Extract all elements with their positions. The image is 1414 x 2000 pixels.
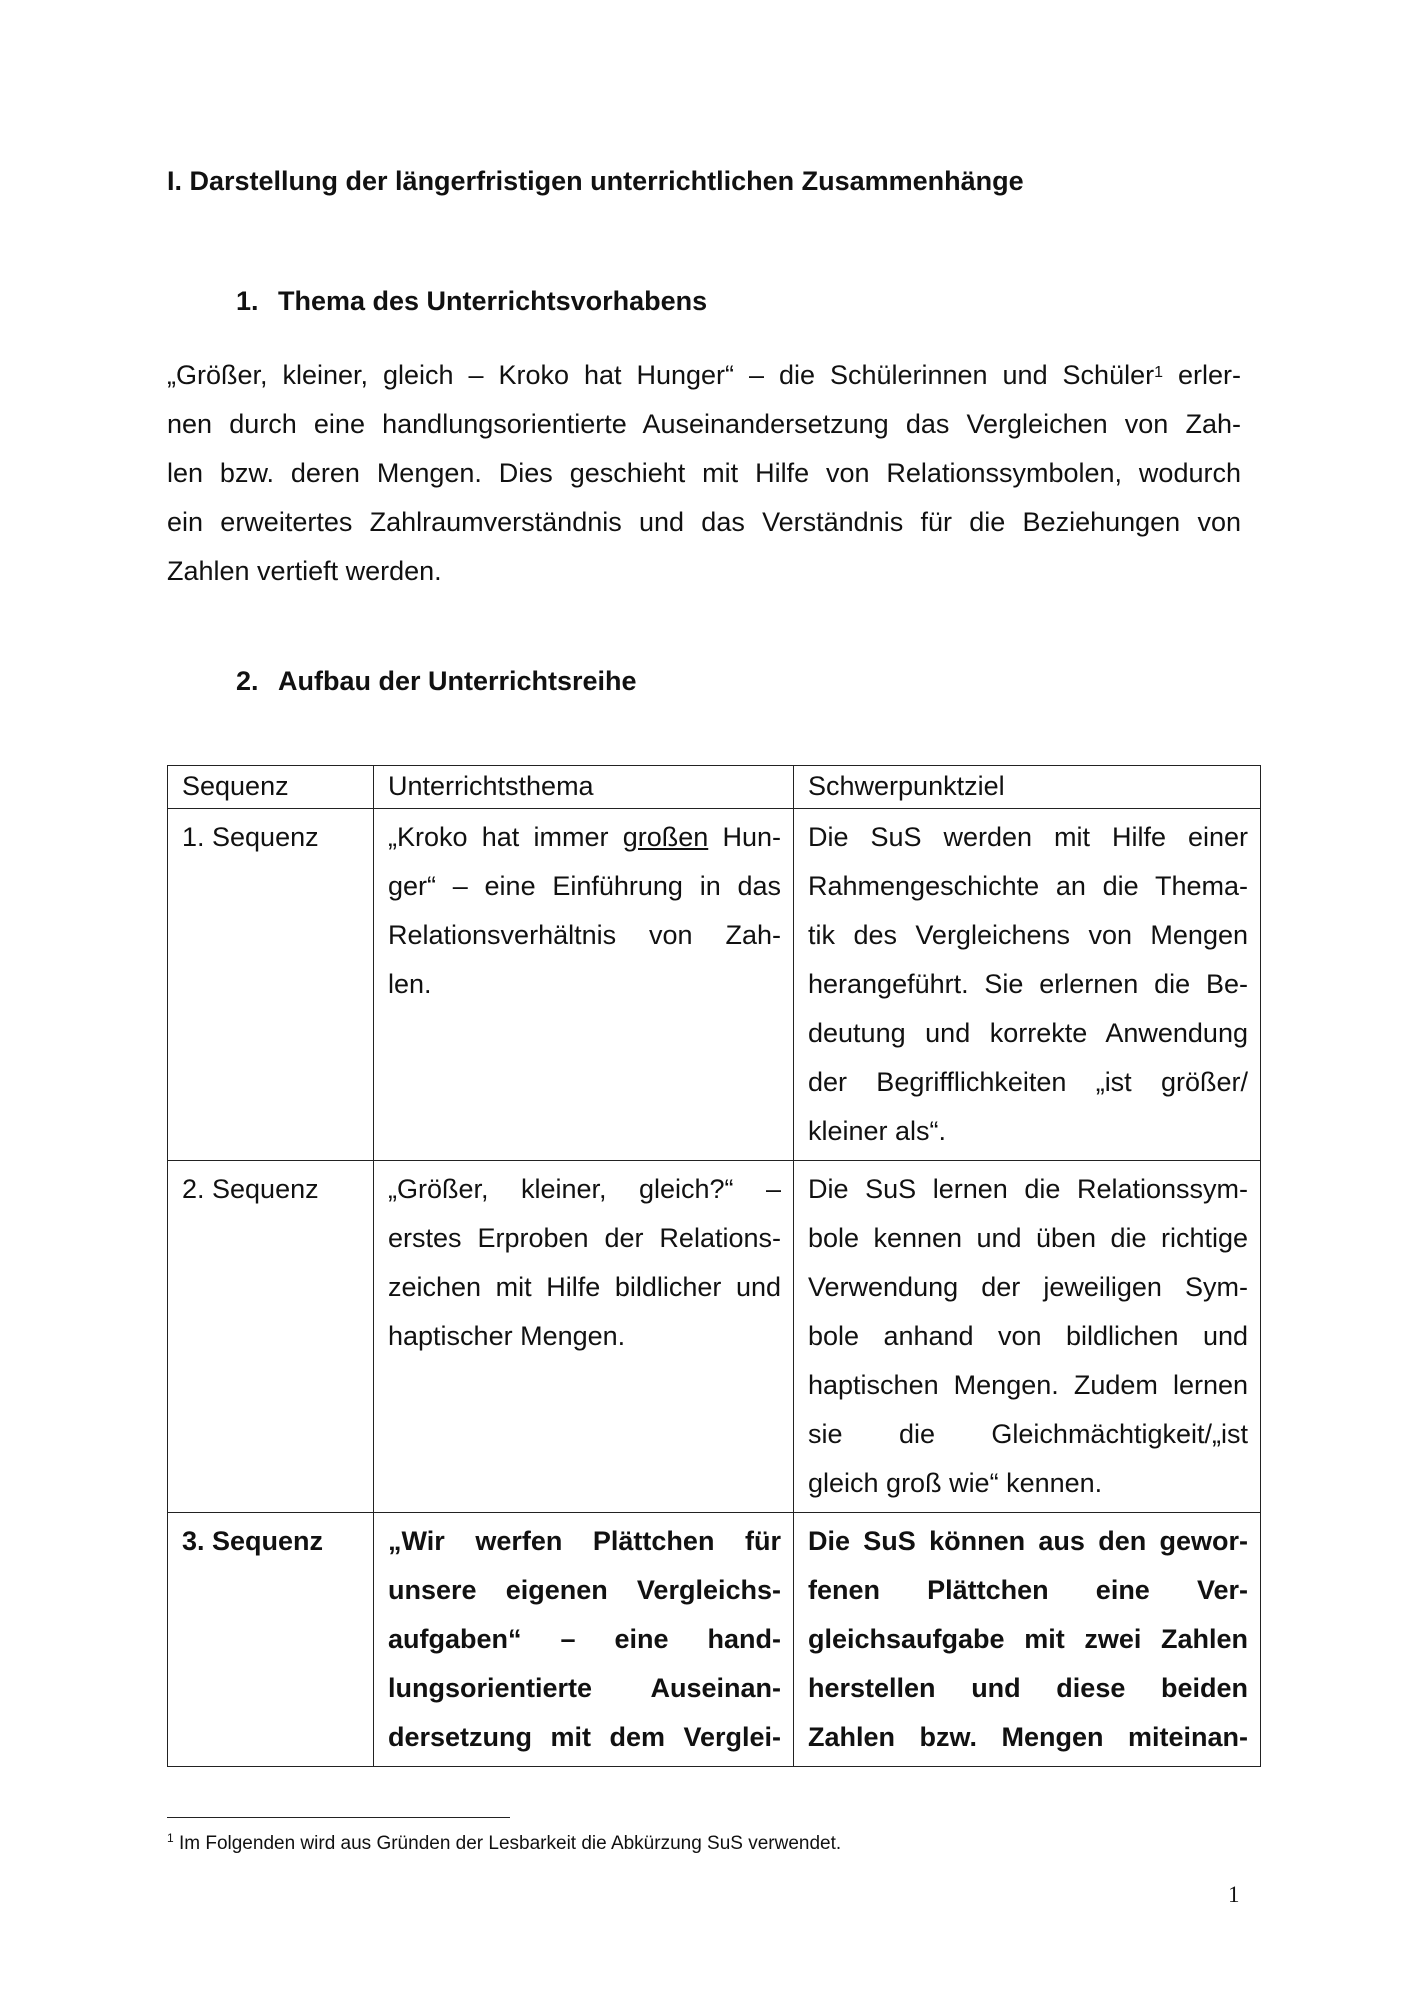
table-row — [168, 809, 1261, 1161]
intro-line: len bzw. deren Mengen. Dies geschieht mit Hilfe von Relationssymbolen, wodurch — [167, 458, 1241, 488]
cell-line: kleiner als“. — [808, 1116, 947, 1146]
table-row — [168, 1513, 1261, 1767]
cell-line: lungsorientierte Auseinan- — [388, 1673, 781, 1703]
cell-sequenz — [168, 1161, 374, 1513]
cell-line: 3. Sequenz — [182, 1526, 324, 1556]
table-header-row — [168, 766, 1261, 809]
cell-line: bole anhand von bildlichen und — [808, 1321, 1248, 1351]
intro-text: erler- — [1163, 360, 1241, 390]
cell-line: der Begrifflichkeiten „ist größer/ — [808, 1067, 1248, 1097]
intro-text: „Größer, kleiner, gleich – Kroko hat Hunger“ – die Schülerinnen und Schüler — [167, 360, 1155, 390]
cell-line: Verwendung der jeweiligen Sym- — [808, 1272, 1248, 1302]
cell-line: aufgaben“ – eine hand- — [388, 1624, 781, 1654]
cell-line: „Wir werfen Plättchen für — [388, 1526, 781, 1556]
intro-line: ein erweitertes Zahlraumverständnis und das Verständnis für die Beziehungen von — [167, 507, 1241, 537]
cell-thema — [374, 1161, 794, 1513]
cell-text: Hun- — [708, 822, 781, 852]
cell-line: gleichsaufgabe mit zwei Zahlen — [808, 1624, 1248, 1654]
section-number: 1. — [236, 286, 259, 316]
cell-line: „Größer, kleiner, gleich?“ – — [388, 1174, 781, 1204]
cell-line: herstellen und diese beiden — [808, 1673, 1248, 1703]
cell-line: erstes Erproben der Relations- — [388, 1223, 781, 1253]
footnote-number: 1 — [167, 1831, 174, 1845]
cell-line: Zahlen bzw. Mengen miteinan- — [808, 1722, 1248, 1752]
cell-line: fenen Plättchen eine Ver- — [808, 1575, 1248, 1605]
cell-line: haptischer Mengen. — [388, 1321, 626, 1351]
cell-sequenz — [168, 809, 374, 1161]
cell-line: herangeführt. Sie erlernen die Be- — [808, 969, 1248, 999]
header-sequenz: Sequenz — [168, 766, 374, 809]
cell-line: haptischen Mengen. Zudem lernen — [808, 1370, 1248, 1400]
cell-line: tik des Vergleichens von Mengen — [808, 920, 1248, 950]
header-unterrichtsthema: Unterrichtsthema — [374, 766, 794, 809]
section-title: Aufbau der Unterrichtsreihe — [278, 666, 637, 696]
cell-line: zeichen mit Hilfe bildlicher und — [388, 1272, 781, 1302]
footnote-marker: 1 — [1154, 364, 1164, 381]
main-heading: I. Darstellung der längerfristigen unterrichtlichen Zusammenhänge — [167, 166, 1024, 196]
cell-line: ger“ – eine Einführung in das — [388, 871, 781, 901]
cell-thema — [374, 1513, 794, 1767]
cell-line: Die SuS werden mit Hilfe einer — [808, 822, 1248, 852]
cell-line — [388, 813, 781, 862]
table-row — [168, 1161, 1261, 1513]
cell-thema — [374, 809, 794, 1161]
cell-line: gleich groß wie“ kennen. — [808, 1468, 1103, 1498]
intro-paragraph — [167, 351, 1241, 596]
cell-ziel — [794, 1513, 1261, 1767]
footnote — [167, 1833, 841, 1855]
cell-line: dersetzung mit dem Verglei- — [388, 1722, 781, 1752]
section-heading-thema — [236, 286, 707, 317]
cell-line: deutung und korrekte Anwendung — [808, 1018, 1248, 1048]
cell-line: Relationsverhältnis von Zah- — [388, 920, 781, 950]
cell-line: Rahmengeschichte an die Thema- — [808, 871, 1248, 901]
cell-sequenz — [168, 1513, 374, 1767]
header-schwerpunktziel: Schwerpunktziel — [794, 766, 1261, 809]
intro-line: nen durch eine handlungsorientierte Auseinandersetzung das Vergleichen von Zah- — [167, 409, 1241, 439]
footnote-text: Im Folgenden wird aus Gründen der Lesbarkeit die Abkürzung SuS verwendet. — [173, 1833, 842, 1854]
cell-line: Die SuS lernen die Relationssym- — [808, 1174, 1248, 1204]
cell-line: sie die Gleichmächtigkeit/„ist — [808, 1419, 1248, 1449]
page-number: 1 — [1228, 1882, 1240, 1907]
section-heading-aufbau — [236, 666, 637, 697]
cell-line: 2. Sequenz — [182, 1174, 319, 1204]
cell-line: bole kennen und üben die richtige — [808, 1223, 1248, 1253]
intro-line: Zahlen vertieft werden. — [167, 556, 442, 586]
sequence-table — [167, 765, 1261, 1767]
cell-line: Die SuS können aus den gewor- — [808, 1526, 1248, 1556]
cell-ziel — [794, 809, 1261, 1161]
underlined-word: großen — [622, 822, 709, 852]
cell-line: 1. Sequenz — [182, 822, 319, 852]
footnote-separator — [167, 1817, 510, 1818]
section-title: Thema des Unterrichtsvorhabens — [278, 286, 708, 316]
cell-line: len. — [388, 969, 432, 999]
cell-ziel — [794, 1161, 1261, 1513]
cell-text: „Kroko hat immer — [388, 822, 623, 852]
intro-line — [167, 351, 1241, 400]
cell-line: unsere eigenen Vergleichs- — [388, 1575, 781, 1605]
section-number: 2. — [236, 666, 259, 696]
